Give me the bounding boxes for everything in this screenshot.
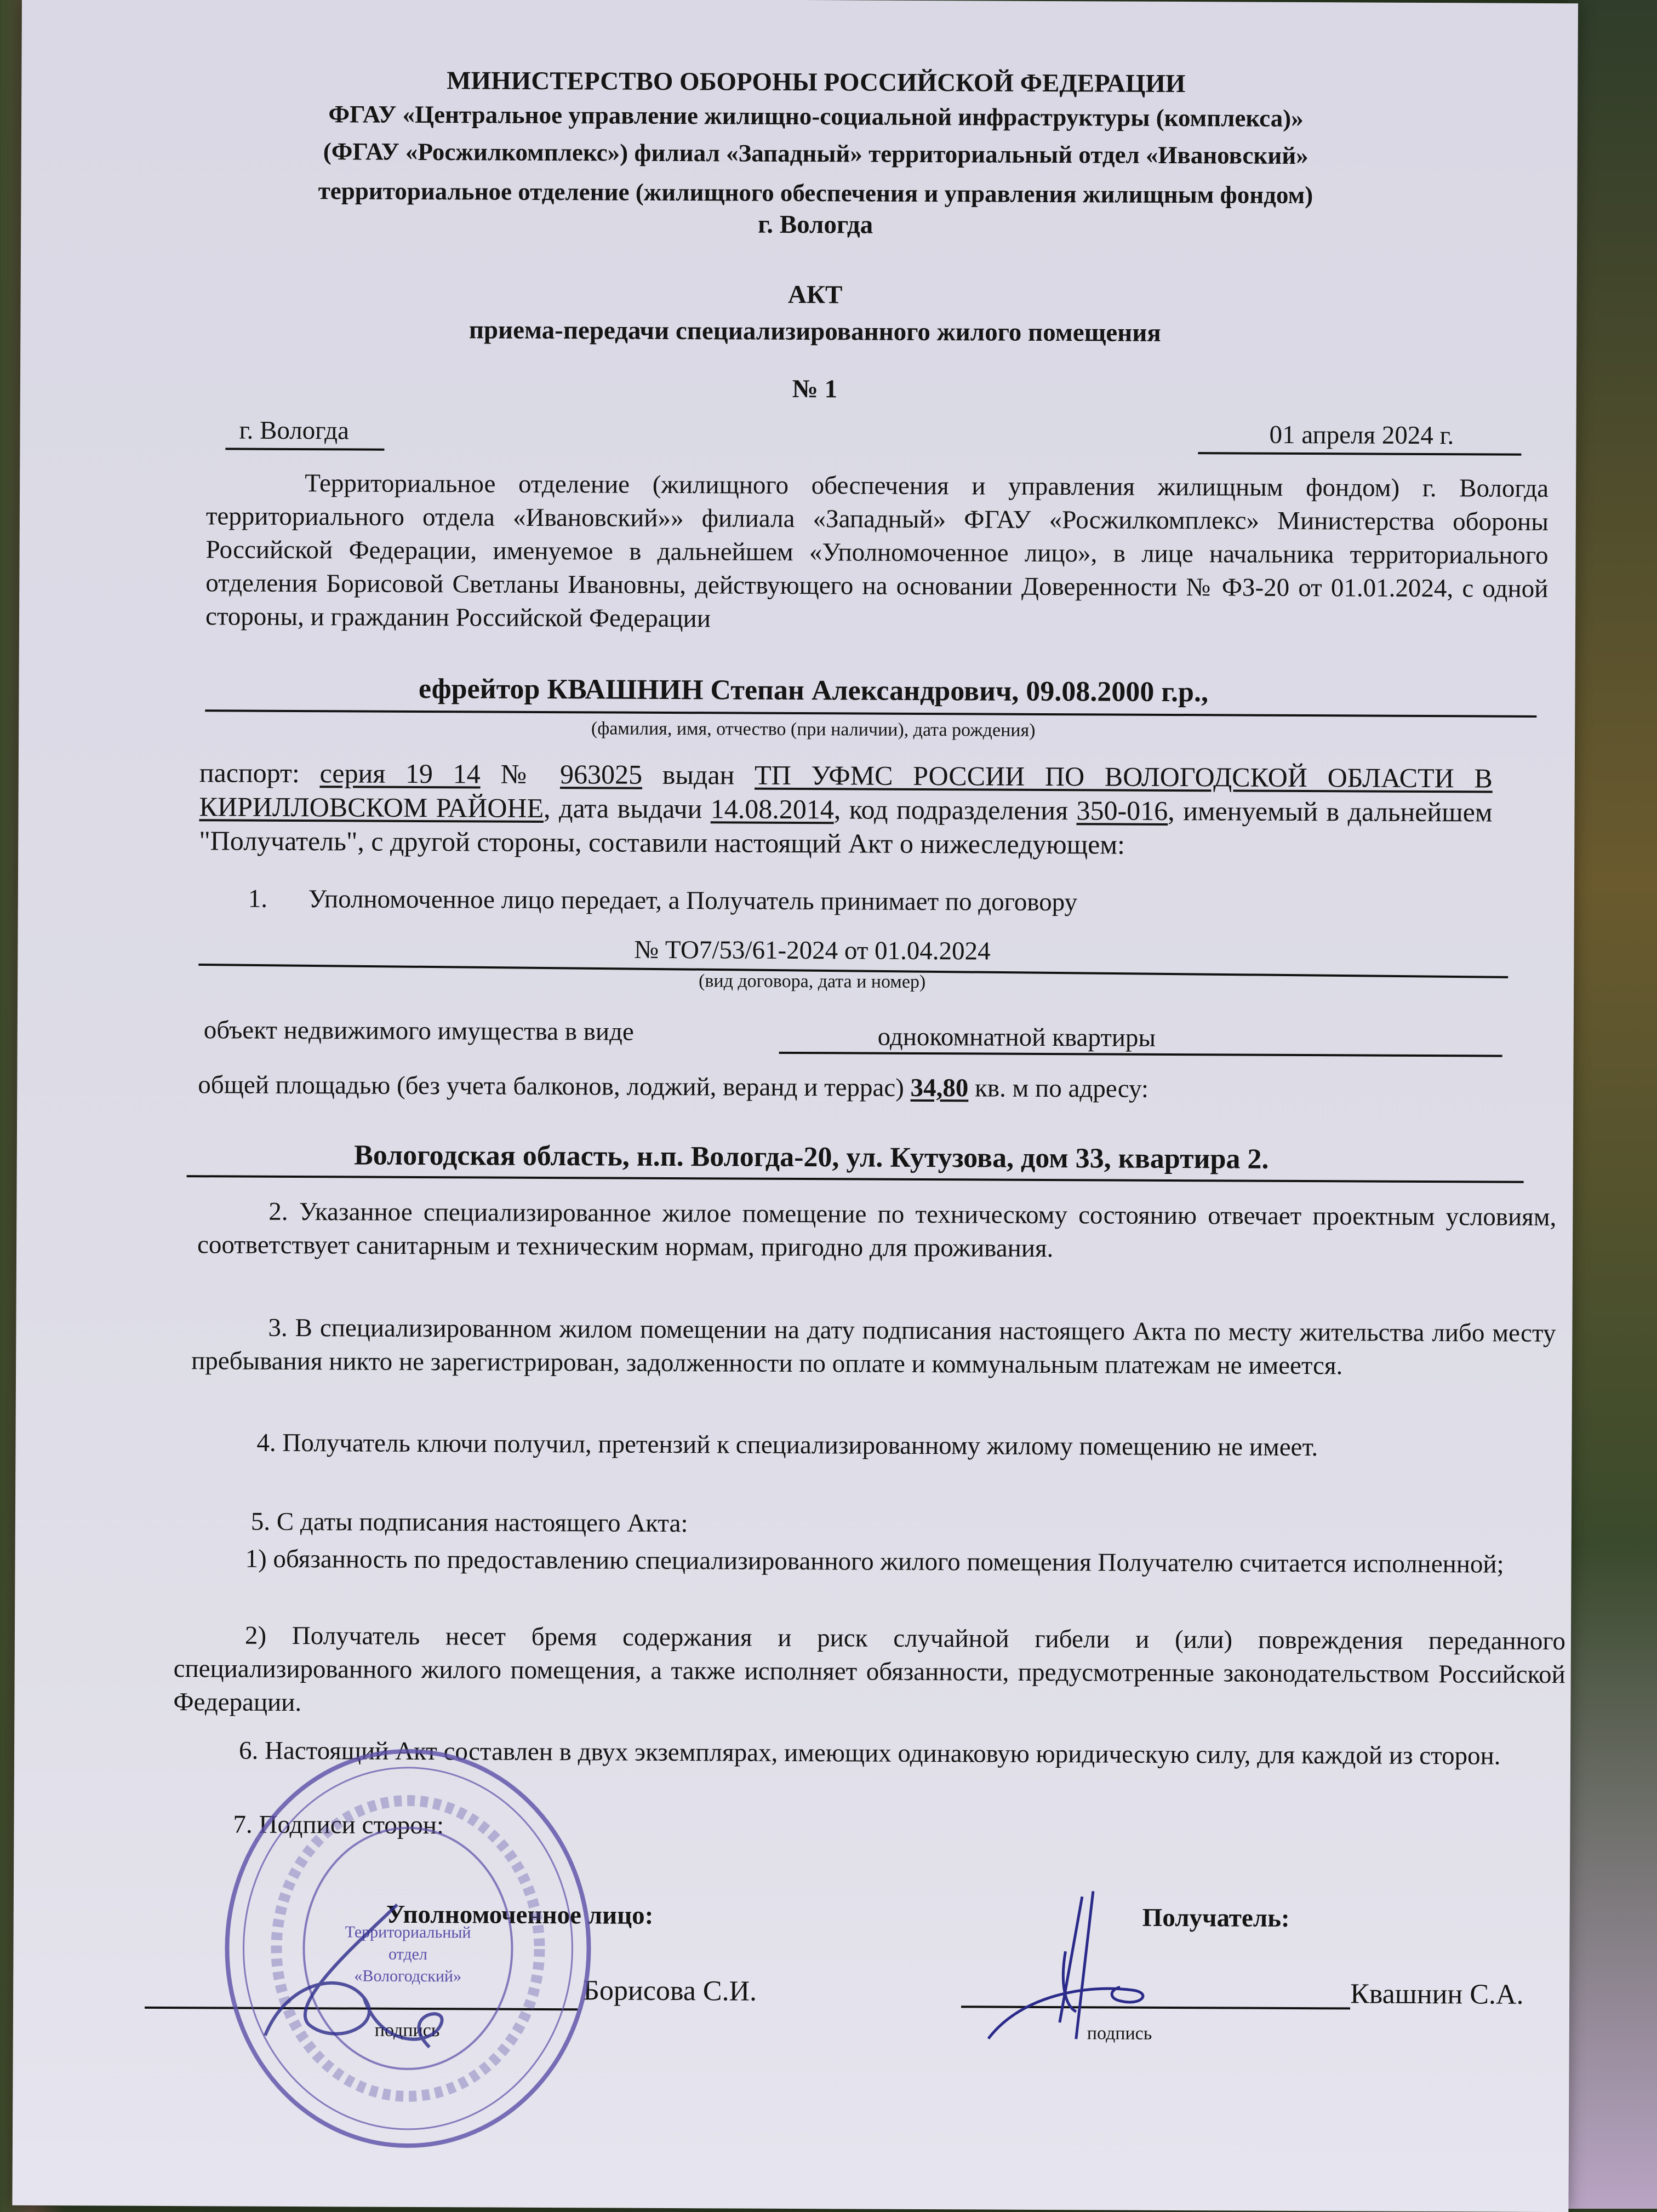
area-label: общей площадью (без учета балконов, лоджий, веранд и террас) — [198, 1070, 904, 1102]
recipient-caption: (фамилия, имя, отчество (при наличии), дата рождения) — [591, 718, 1036, 741]
object-label: объект недвижимого имущества в виде — [203, 1016, 634, 1046]
passport-date: 14.08.2014 — [710, 793, 834, 825]
contract-caption: (вид договора, дата и номер) — [698, 971, 926, 993]
official-stamp — [199, 1739, 617, 2157]
place-underline — [225, 448, 384, 450]
passport-tail: , именуемый в дальнейшем "Получатель", с другой стороны, составили настоящий Акт о нижеследующем: — [199, 795, 1493, 860]
passport-issued-label: выдан — [662, 759, 735, 790]
authorized-person-label: Уполномоченное лицо: — [386, 1900, 654, 1930]
header-department: территориальное отделение (жилищного обеспечения и управления жилищным фондом) — [318, 177, 1313, 209]
background-right — [1567, 0, 1657, 2209]
date: 01 апреля 2024 г. — [1269, 420, 1454, 450]
passport-num-sign: № — [500, 758, 540, 789]
date-underline — [1198, 452, 1521, 456]
header-org: ФГАУ «Центральное управление жилищно-социальной инфраструктуры (комплекса)» — [328, 100, 1304, 133]
address: Вологодская область, н.п. Вологда-20, ул. Кутузова, дом 33, квартира 2. — [353, 1139, 1269, 1175]
passport-paragraph — [199, 755, 1493, 863]
passport-number: 963025 — [559, 759, 643, 790]
area-value: 34,80 — [910, 1073, 969, 1103]
right-signature-caption: подпись — [1087, 2023, 1152, 2044]
intro-paragraph: Территориальное отделение (жилищного обеспечения и управления жилищным фондом) г. Вологда территориального отдела «Ивановский»» филиала «Западный» ФГАУ «Росжилкомплекс» Министерства обороны Российской Федерации, именуемое в дальнейшем «Уполномоченное лицо», в лице начальника территориального отделения Борисовой Светланы Ивановны, действующего на основании Доверенности № ФЗ-20 от 01.01.2024, с одной стороны, и гражданин Российской Федерации — [205, 469, 1549, 633]
recipient-label: Получатель: — [1142, 1903, 1290, 1933]
act-number: № 1 — [792, 374, 838, 404]
act-subtitle: приема-передачи специализированного жилого помещения — [468, 316, 1161, 347]
area-tail: кв. м по адресу: — [974, 1074, 1149, 1103]
object-type: однокомнатной квартиры — [877, 1022, 1156, 1052]
recipient-name: ефрейтор КВАШНИН Степан Александрович, 09.08.2000 г.р., — [418, 673, 1209, 708]
area-paragraph — [198, 1068, 1149, 1106]
clause-3: 3. В специализированном жилом помещении на дату подписания настоящего Акта по месту жительства либо месту пребывания никто не зарегистрирован, задолженности по оплате и коммунальным платежам не имеется. — [191, 1313, 1556, 1380]
item1-number: 1. — [248, 884, 268, 913]
passport-date-label: , дата выдачи — [543, 792, 702, 824]
recipient-underline — [205, 709, 1536, 718]
passport-series: серия 19 14 — [319, 758, 481, 789]
svg-text:отдел: отдел — [388, 1945, 427, 1964]
act-title: АКТ — [787, 280, 843, 310]
passport-code: 350-016 — [1076, 795, 1168, 826]
address-underline — [187, 1175, 1524, 1183]
right-signer-name: Квашнин С.А. — [1350, 1978, 1524, 2010]
passport-issued-by: ТП УФМС РОССИИ ПО ВОЛОГОДСКОЙ ОБЛАСТИ В КИРИЛЛОВСКОМ РАЙОНЕ — [199, 759, 1493, 823]
left-signature-caption: подпись — [374, 2020, 440, 2041]
clause-6: 6. Настоящий Акт составлен в двух экземплярах, имеющих одинаковую юридическую силу, для каждой из сторон. — [238, 1736, 1501, 1770]
clause-5: 5. С даты подписания настоящего Акта: — [250, 1507, 688, 1538]
contract-number: № ТО7/53/61-2024 от 01.04.2024 — [634, 935, 991, 966]
clause-5-2: 2) Получатель несет бремя содержания и риск случайной гибели и (или) повреждения переданного специализированного жилого помещения, а также исполняет обязанности, предусмотренные законодательством Российской Федерации. — [173, 1621, 1566, 1717]
svg-text:«Вологодский»: «Вологодский» — [354, 1967, 462, 1986]
place: г. Вологда — [239, 416, 350, 445]
clause-4: 4. Получатель ключи получил, претензий к специализированному жилому помещению не имеет. — [256, 1428, 1318, 1462]
header-branch: (ФГАУ «Росжилкомплекс») филиал «Западный» территориальный отдел «Ивановский» — [323, 137, 1309, 170]
clause-7: 7. Подписи сторон: — [233, 1810, 444, 1840]
left-signer-name: Борисова С.И. — [583, 1975, 757, 2007]
passport-label: паспорт: — [199, 757, 300, 789]
clause-2: 2. Указанное специализированное жилое помещение по техническому состоянию отвечает проектным условиям, соответствует санитарным и техническим нормам, пригодно для проживания. — [197, 1197, 1557, 1263]
right-signature-scribble — [967, 1874, 1241, 2050]
passport-code-label: , код подразделения — [833, 794, 1069, 826]
header-city: г. Вологда — [758, 210, 873, 239]
svg-text:Территориальный: Территориальный — [345, 1923, 471, 1942]
clause-5-1: 1) обязанность по предоставлению специализированного жилого помещения Получателю считается исполненной; — [245, 1544, 1504, 1579]
header-ministry: МИНИСТЕРСТВО ОБОРОНЫ РОССИЙСКОЙ ФЕДЕРАЦИИ — [447, 66, 1186, 99]
document-page — [12, 0, 1578, 2212]
item1-text: Уполномоченное лицо передает, а Получатель принимает по договору — [308, 885, 1078, 917]
